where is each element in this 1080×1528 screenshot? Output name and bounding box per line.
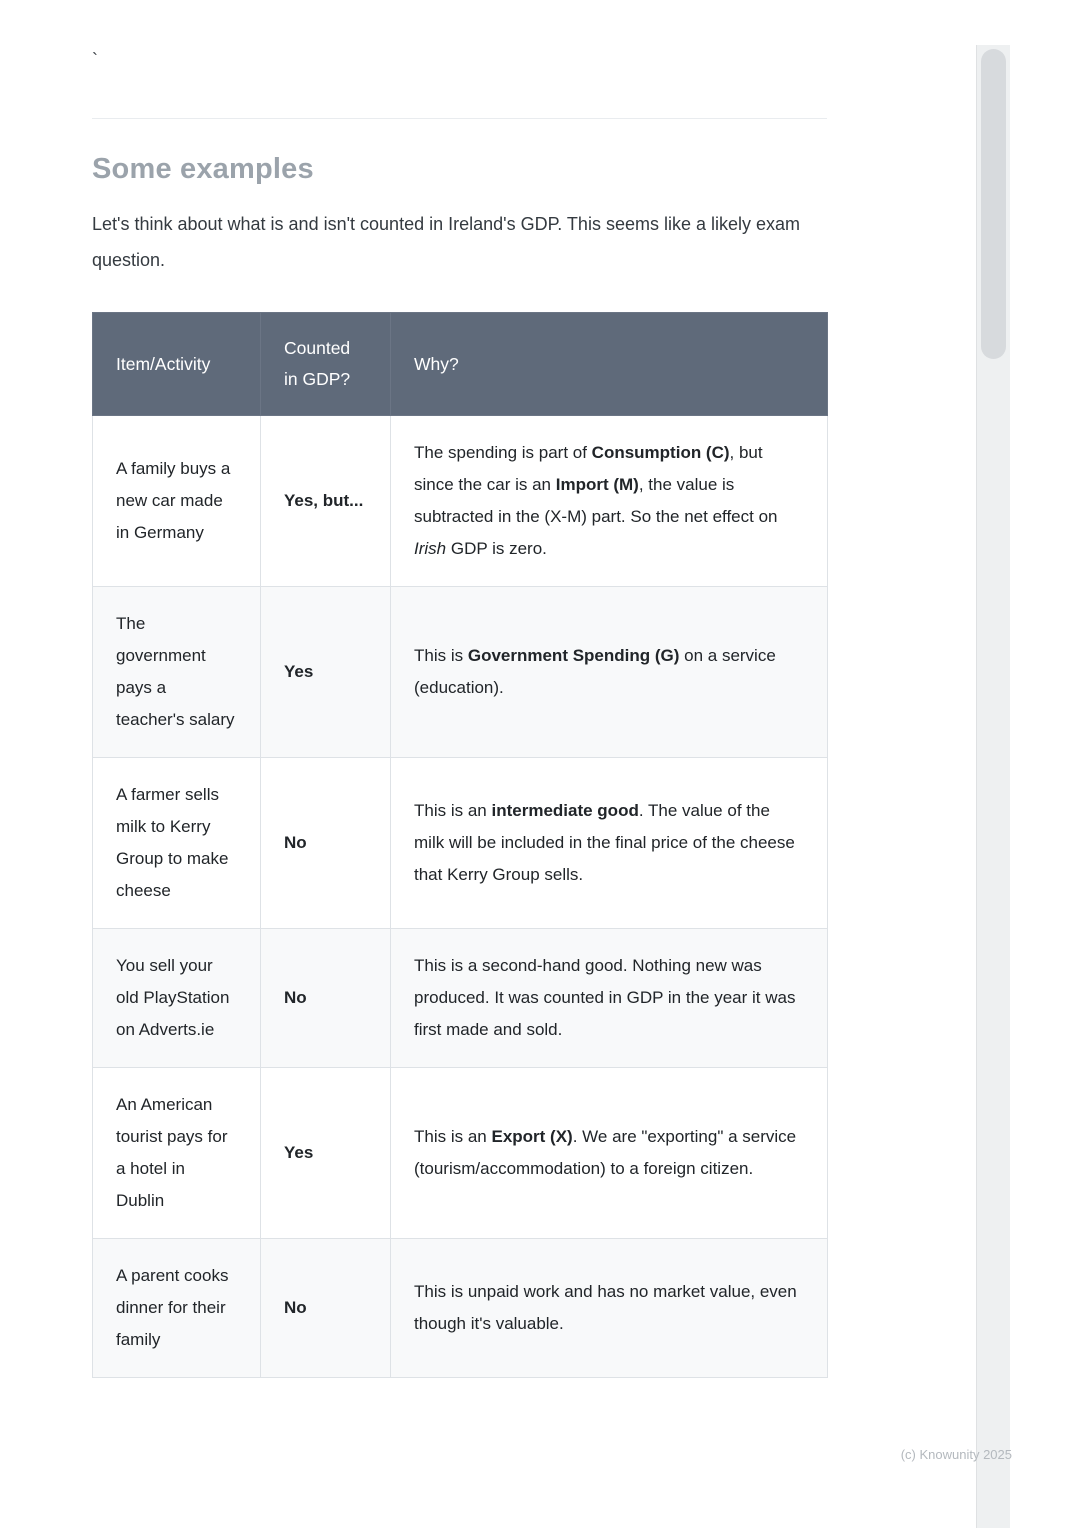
cell-item-activity: An American tourist pays for a hotel in Dublin bbox=[93, 1068, 261, 1239]
cell-counted: No bbox=[261, 1239, 391, 1378]
scrollbar-thumb[interactable] bbox=[981, 49, 1006, 359]
watermark: (c) Knowunity 2025 bbox=[900, 1447, 1012, 1462]
cell-why: The spending is part of Consumption (C), but since the car is an Import (M), the value is subtracted in the (X-M) part. So the net effect on Irish GDP is zero. bbox=[391, 416, 828, 587]
cell-item-activity: A family buys a new car made in Germany bbox=[93, 416, 261, 587]
cell-counted: No bbox=[261, 929, 391, 1068]
section-heading: Some examples bbox=[92, 153, 314, 185]
gdp-table bbox=[92, 312, 828, 1378]
table-row bbox=[93, 1068, 828, 1239]
table-row bbox=[93, 416, 828, 587]
cell-why: This is unpaid work and has no market value, even though it's valuable. bbox=[391, 1239, 828, 1378]
table-row bbox=[93, 1239, 828, 1378]
header-row bbox=[93, 313, 828, 416]
stray-backtick: ` bbox=[92, 50, 98, 70]
cell-counted: Yes bbox=[261, 1068, 391, 1239]
cell-counted: Yes, but... bbox=[261, 416, 391, 587]
table-row bbox=[93, 758, 828, 929]
cell-item-activity: A farmer sells milk to Kerry Group to make cheese bbox=[93, 758, 261, 929]
cell-why: This is Government Spending (G) on a service (education). bbox=[391, 587, 828, 758]
cell-item-activity: You sell your old PlayStation on Adverts.ie bbox=[93, 929, 261, 1068]
header-item-activity: Item/Activity bbox=[93, 313, 261, 416]
cell-counted: No bbox=[261, 758, 391, 929]
cell-item-activity: A parent cooks dinner for their family bbox=[93, 1239, 261, 1378]
gdp-table-head bbox=[93, 313, 828, 416]
cell-item-activity: The government pays a teacher's salary bbox=[93, 587, 261, 758]
table-row bbox=[93, 587, 828, 758]
header-counted-in-gdp: Counted in GDP? bbox=[261, 313, 391, 416]
gdp-table-body bbox=[93, 416, 828, 1378]
content-column bbox=[92, 0, 827, 1378]
cell-why: This is a second-hand good. Nothing new was produced. It was counted in GDP in the year it was first made and sold. bbox=[391, 929, 828, 1068]
table-row bbox=[93, 929, 828, 1068]
cell-why: This is an Export (X). We are "exporting" a service (tourism/accommodation) to a foreign citizen. bbox=[391, 1068, 828, 1239]
cell-why: This is an intermediate good. The value of the milk will be included in the final price of the cheese that Kerry Group sells. bbox=[391, 758, 828, 929]
cell-counted: Yes bbox=[261, 587, 391, 758]
header-why: Why? bbox=[391, 313, 828, 416]
scrollbar-track[interactable] bbox=[976, 45, 1010, 1528]
intro-paragraph: Let's think about what is and isn't counted in Ireland's GDP. This seems like a likely exam question. bbox=[92, 214, 801, 270]
top-divider bbox=[92, 118, 827, 119]
